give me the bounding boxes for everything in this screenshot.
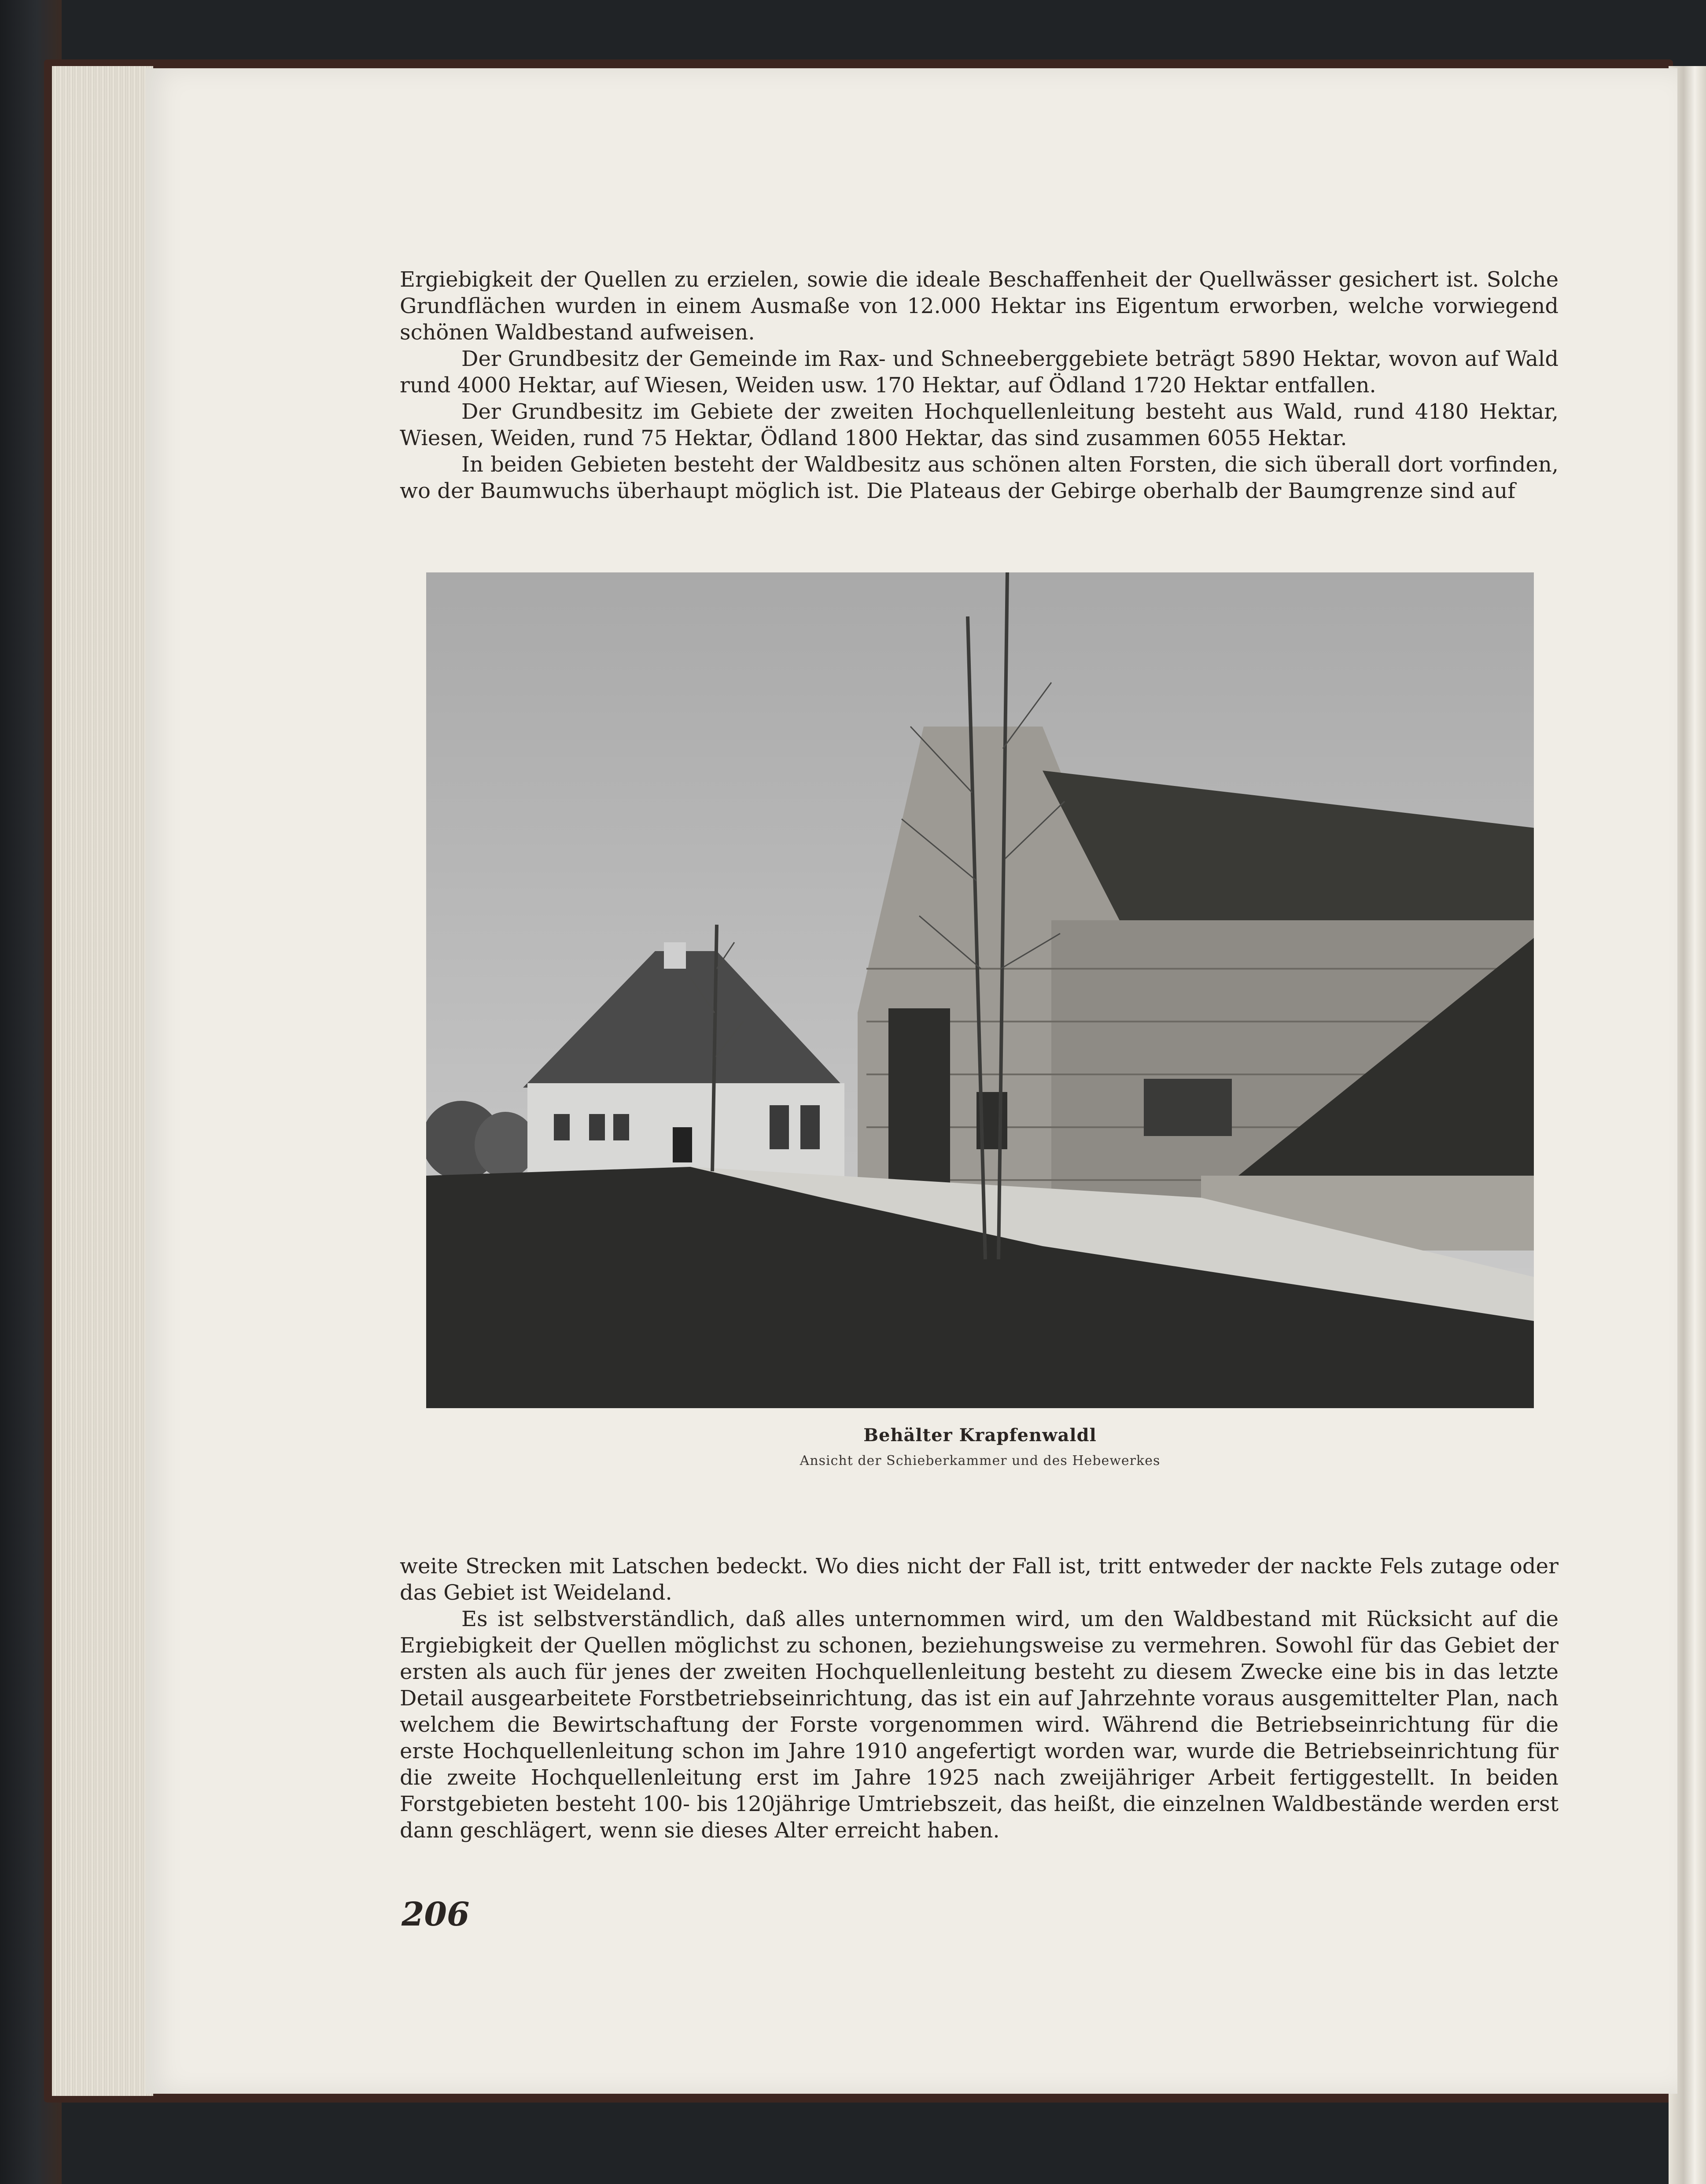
paragraph: Der Grundbesitz im Gebiete der zweiten Hochquellenleitung besteht aus Wald, rund 4180 Hektar, Wiesen, Weiden, rund 75 Hektar, Ödland 1800 Hektar, das sind zusammen 6055 Hektar.: [400, 399, 1559, 450]
paragraph: Ergiebigkeit der Quellen zu erzielen, sowie die ideale Beschaffenheit der Quellwässer gesichert ist. Solche Grundflächen wurden in einem Ausmaße von 12.000 Hektar ins Eigentum erworben, welche vorwiegend schönen Waldbestand aufweisen.: [400, 267, 1559, 345]
photo-illustration: [426, 572, 1534, 1408]
paragraph: weite Strecken mit Latschen bedeckt. Wo dies nicht der Fall ist, tritt entweder der nackte Fels zutage oder das Gebiet ist Weideland.: [400, 1554, 1559, 1605]
page-stack-edge: [52, 66, 153, 2096]
paragraph: In beiden Gebieten besteht der Waldbesitz aus schönen alten Forsten, die sich überall dort vorfinden, wo der Baumwuchs überhaupt möglich ist. Die Plateaus der Gebirge oberhalb der Baumgrenze sind auf: [400, 452, 1559, 503]
body-text-top: [400, 266, 1559, 504]
paragraph: Der Grundbesitz der Gemeinde im Rax- und Schneeberggebiete beträgt 5890 Hektar, wovon auf Wald rund 4000 Hektar, auf Wiesen, Weiden usw. 170 Hektar, auf Ödland 1720 Hektar entfallen.: [400, 347, 1559, 398]
caption-title: Behälter Krapfenwaldl: [863, 1425, 1097, 1446]
photo-reservoir-building: [426, 572, 1534, 1408]
paragraph: Es ist selbstverständlich, daß alles unternommen wird, um den Waldbestand mit Rücksicht auf die Ergiebigkeit der Quellen möglichst zu schonen, beziehungsweise zu vermehren. Sowohl für das Gebiet der ersten als auch für jenes der zweiten Hochquellenleitung besteht zu diesem Zwecke eine bis in das letzte Detail ausgearbeitete Forstbetriebseinrichtung, das ist ein auf Jahrzehnte voraus ausgemittelter Plan, nach welchem die Bewirtschaftung der Forste vorgenommen wird. Während die Betriebseinrichtung für die erste Hochquellenleitung schon im Jahre 1910 angefertigt worden war, wurde die Betriebseinrichtung für die zweite Hochquellenleitung erst im Jahre 1925 nach zweijähriger Arbeit fertiggestellt. In beiden Forstgebieten besteht 100- bis 120jährige Umtriebszeit, das heißt, die einzelnen Waldbestände werden erst dann geschlägert, wenn sie dieses Alter erreicht haben.: [400, 1607, 1559, 1843]
body-text-bottom: [400, 1553, 1559, 1844]
page-number: 206: [402, 1896, 470, 1933]
caption-subtitle: Ansicht der Schieberkammer und des Hebewerkes: [800, 1453, 1161, 1468]
